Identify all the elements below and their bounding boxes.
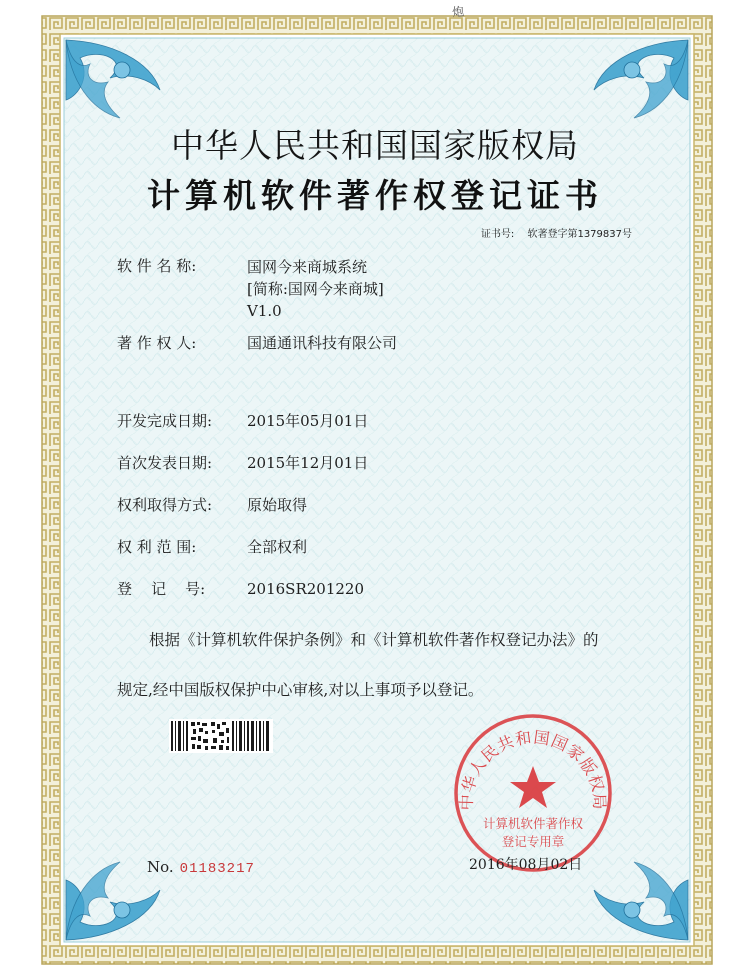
field-value: 2015年12月01日: [247, 454, 369, 472]
certificate-number-label: 证书号:: [480, 229, 515, 240]
certificate-number-value: 软著登字第1379837号: [527, 229, 632, 240]
field-label: 软 件 名 称:: [117, 257, 197, 275]
software-version-line: V1.0: [247, 302, 282, 320]
seal-inner-line-1: 计算机软件著作权: [482, 816, 584, 831]
field-value: 原始取得: [247, 496, 308, 514]
serial-number: [147, 858, 255, 877]
field-copyright-owner: [117, 333, 397, 353]
official-seal: [452, 712, 614, 874]
issue-date: 2016年08月02日: [469, 857, 583, 873]
field-scope-of-rights: [117, 537, 307, 557]
seal-inner-line-2: 登记专用章: [501, 834, 565, 849]
serial-value: 01183217: [179, 861, 255, 877]
certificate-title: 计算机软件著作权登记证书: [147, 176, 603, 215]
field-value: 2016SR201220: [247, 580, 365, 598]
barcode: [169, 719, 273, 753]
serial-label: No.: [147, 858, 174, 876]
seal-arc-text: 中华人民共和国国家版权局: [456, 727, 610, 811]
field-acquisition-method: [117, 495, 307, 515]
field-label: 权利取得方式:: [117, 496, 213, 514]
field-value: 国通通讯科技有限公司: [247, 334, 398, 352]
field-label: 权 利 范 围:: [117, 538, 197, 556]
statement-line-1: 根据《计算机软件保护条例》和《计算机软件著作权登记办法》的: [149, 631, 599, 649]
field-first-publication-date: [117, 453, 368, 473]
field-software-name: [117, 256, 384, 322]
field-value: 全部权利: [247, 538, 308, 556]
statement-line-2: 规定,经中国版权保护中心审核,对以上事项予以登记。: [117, 681, 484, 699]
field-label: 开发完成日期:: [117, 412, 213, 430]
field-value: 2015年05月01日: [247, 412, 369, 430]
field-registration-number: [117, 579, 364, 599]
field-value: [247, 256, 384, 322]
seal-star-icon: [510, 766, 556, 808]
software-short-name-line: [简称:国网今来商城]: [247, 280, 384, 298]
field-completion-date: [117, 411, 368, 431]
field-label: 著 作 权 人:: [117, 334, 197, 352]
field-label: 登 记 号:: [117, 580, 206, 598]
handwritten-note: 炮: [451, 4, 465, 20]
field-label: 首次发表日期:: [117, 454, 213, 472]
certificate-number: [481, 225, 632, 240]
issuer-title: 中华人民共和国国家版权局: [171, 126, 579, 165]
software-name-line: 国网今来商城系统: [247, 258, 368, 276]
